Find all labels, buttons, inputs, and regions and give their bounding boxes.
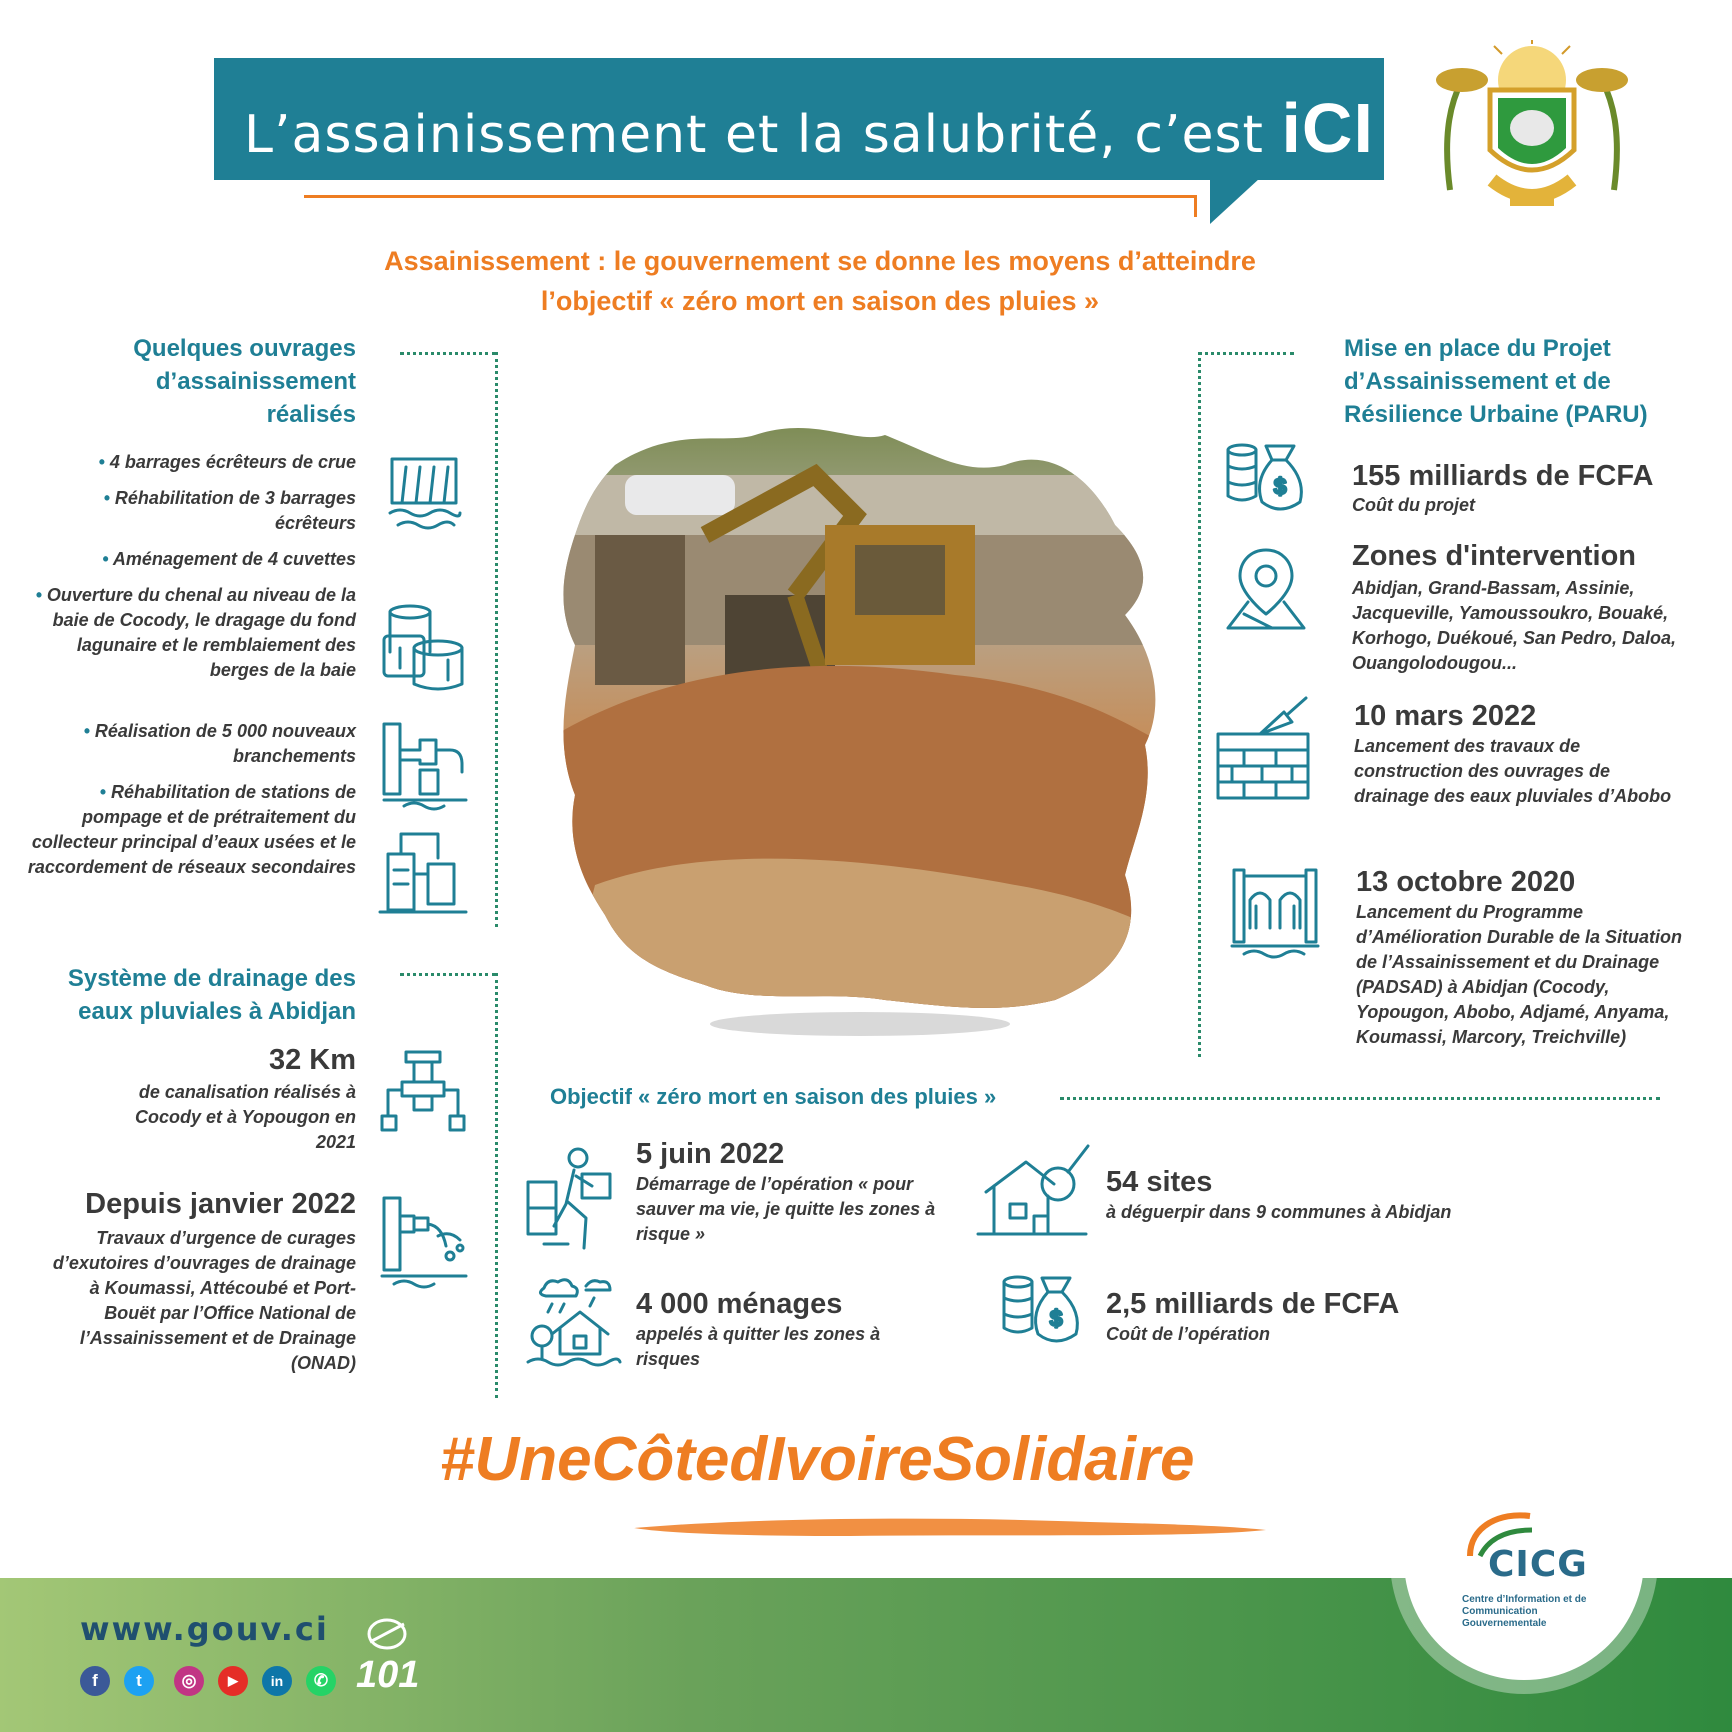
works-item-6: • Réhabilitation de stations de pompage et de prétraitement du collecteur principal d’eaux usées et le raccordement de réseaux secondaires — [27, 782, 356, 877]
divider-drainage-h — [400, 973, 496, 976]
hashtag-brush-underline — [630, 1512, 1270, 1542]
banner-underline-tick — [1194, 195, 1197, 217]
coat-of-arms-logo — [1432, 40, 1632, 220]
op-cost-description: Coût de l’opération — [1106, 1324, 1270, 1344]
pumping-station-icon — [378, 824, 468, 916]
paru-section-title: Mise en place du Projet d’Assainissement et de Résilience Urbaine (PARU) — [1344, 335, 1648, 428]
banner-speech-tail — [1180, 178, 1260, 228]
works-item-5: • Réalisation de 5 000 nouveaux branchements — [83, 721, 356, 766]
dam-icon — [388, 455, 460, 535]
sites-description: à déguerpir dans 9 communes à Abidjan — [1106, 1202, 1452, 1222]
drain-outlet-icon — [380, 1196, 470, 1286]
objective-section-title: Objectif « zéro mort en saison des pluies » — [550, 1084, 997, 1109]
divider-drainage-v — [495, 973, 498, 1398]
oct-value: 13 octobre 2020 — [1356, 866, 1576, 898]
divider-works-v — [495, 352, 498, 927]
demolition-wrecking-ball-icon — [976, 1142, 1096, 1242]
drainage-section-title: Système de drainage des eaux pluviales à Abidjan — [67, 965, 356, 1025]
page-title: L’assainissement et la salubrité, c’est iCI — [244, 89, 1374, 167]
linkedin-icon[interactable]: in — [262, 1666, 292, 1696]
money-bag-coins-icon — [1222, 440, 1308, 520]
menages-description: appelés à quitter les zones à risques — [636, 1324, 881, 1369]
storage-tanks-icon — [380, 604, 466, 694]
juin-description: Démarrage de l’opération « pour sauver ma vie, je quitte les zones à risque » — [636, 1174, 936, 1244]
divider-paru-h — [1198, 352, 1294, 355]
svg-text:$: $ — [1274, 474, 1287, 499]
divider-works-h — [400, 352, 496, 355]
youtube-icon[interactable]: ▶ — [218, 1666, 248, 1696]
subtitle-line-2: l’objectif « zéro mort en saison des pluies » — [540, 286, 1100, 316]
since-value: Depuis janvier 2022 — [85, 1188, 356, 1220]
call-globe-icon — [362, 1614, 412, 1654]
zones-value: Zones d'intervention — [1352, 540, 1637, 572]
title-accent: iCI — [1281, 89, 1374, 167]
works-item-4: • Ouverture du chenal au niveau de la baie de Cocody, le dragage du fond lagunaire et le remblaiement des berges de la baie — [35, 585, 356, 680]
works-item-1: • 4 barrages écrêteurs de crue — [98, 452, 356, 472]
brick-trowel-icon — [1214, 694, 1314, 806]
divider-objective-h — [1060, 1097, 1660, 1100]
km-value: 32 Km — [268, 1044, 356, 1076]
km-description: de canalisation réalisés à Cocody et à Yopougon en 2021 — [134, 1082, 356, 1152]
website-link[interactable]: www.gouv.ci — [80, 1610, 329, 1648]
cicg-full-name: Centre d’Information et de Communication Gouvernementale — [1462, 1594, 1587, 1629]
paru-cost-description: Coût du projet — [1352, 495, 1475, 515]
works-item-2: • Réhabilitation de 3 barrages écrêteurs — [103, 488, 356, 533]
drainage-culvert-icon — [1230, 866, 1320, 956]
mars-description: Lancement des travaux de construction des ouvrages de drainage des eaux pluviales d’Abobo — [1354, 736, 1672, 806]
operation-cost-money-icon — [998, 1272, 1084, 1352]
person-carrying-boxes-icon — [524, 1146, 620, 1254]
zones-description: Abidjan, Grand-Bassam, Assinie, Jacqueville, Yamoussoukro, Bouaké, Korhogo, Duékoué, San Pedro, Daloa, Ouangolodougou... — [1352, 578, 1677, 673]
whatsapp-icon[interactable]: ✆ — [306, 1666, 336, 1696]
water-pipe-connection-icon — [380, 720, 470, 810]
sites-value: 54 sites — [1106, 1166, 1213, 1198]
subtitle-line-1: Assainissement : le gouvernement se donne les moyens d’atteindre — [384, 246, 1256, 276]
photo-shadow — [700, 1000, 1020, 1050]
paru-cost-value: 155 milliards de FCFA — [1352, 460, 1654, 492]
facebook-icon[interactable]: f — [80, 1666, 110, 1696]
banner-underline — [304, 195, 1196, 198]
call-number: 101 — [356, 1654, 420, 1696]
twitter-icon[interactable]: t — [124, 1666, 154, 1696]
flooded-house-rain-icon — [524, 1274, 624, 1374]
pipe-valve-icon — [380, 1050, 466, 1140]
juin-value: 5 juin 2022 — [636, 1138, 785, 1170]
cicg-name: CICG — [1488, 1544, 1588, 1585]
mars-value: 10 mars 2022 — [1354, 700, 1537, 732]
divider-paru-v — [1198, 352, 1201, 1057]
op-cost-value: 2,5 milliards de FCFA — [1106, 1288, 1400, 1320]
hashtag: #UneCôtedIvoireSolidaire — [440, 1425, 1195, 1494]
svg-text:$: $ — [1050, 1306, 1063, 1331]
menages-value: 4 000 ménages — [636, 1288, 843, 1320]
works-item-3: • Aménagement de 4 cuvettes — [102, 549, 356, 569]
works-section-title: Quelques ouvrages d’assainissement réalisés — [133, 335, 356, 428]
excavation-photo-map-shape — [555, 415, 1165, 1045]
since-description: Travaux d’urgence de curages d’exutoires d’ouvrages de drainage à Koumassi, Attécoubé et Port-Bouët par l’Office National de l’Assainissement et de Drainage (ONAD) — [52, 1228, 356, 1373]
instagram-icon[interactable]: ◎ — [174, 1666, 204, 1696]
oct-description: Lancement du Programme d’Amélioration Durable de la Situation de l’Assainissement et du Drainage (PADSAD) à Abidjan (Cocody, Yopougon, Abobo, Adjamé, Anyama, Koumassi, Marcory, Treichville) — [1356, 902, 1683, 1047]
location-map-pin-icon — [1224, 544, 1308, 634]
